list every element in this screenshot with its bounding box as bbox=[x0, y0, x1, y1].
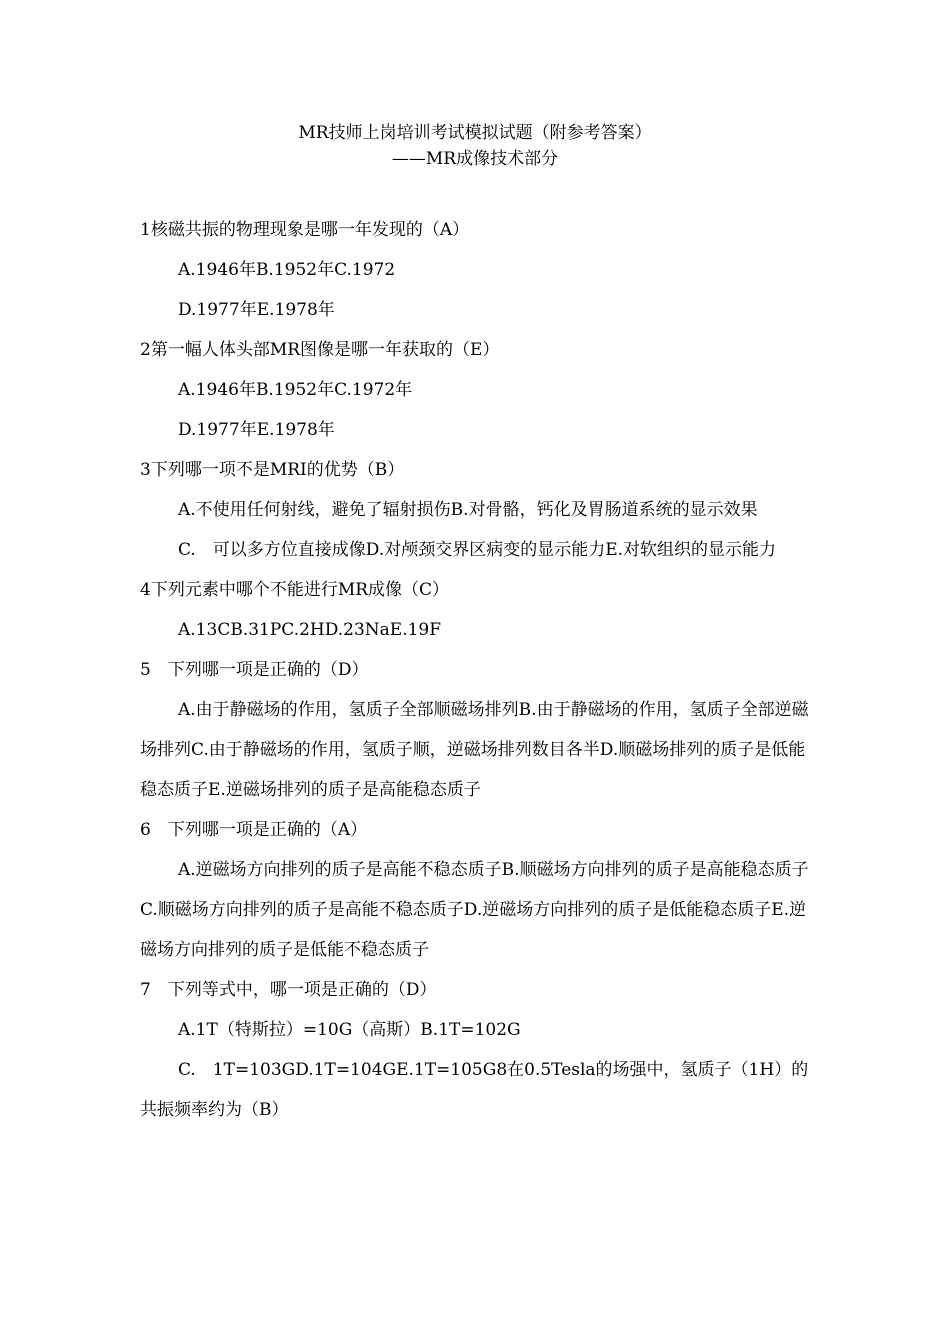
question-3-options-line-1: A.不使用任何射线，避免了辐射损伤B.对骨骼，钙化及胃肠道系统的显示效果 bbox=[178, 500, 758, 520]
title-line-2: ——MR成像技术部分 bbox=[391, 149, 559, 169]
question-4-options-line-1: A.13CB.31PC.2HD.23NaE.19F bbox=[178, 620, 442, 640]
question-6-options-line-1: A.逆磁场方向排列的质子是高能不稳态质子B.顺磁场方向排列的质子是高能稳态质子C.顺磁场方向排列的质子是高能不稳态质子D.逆磁场方向排列的质子是低能稳态质子E.逆磁场方向排列的质子是低能不稳态质子 bbox=[140, 860, 809, 960]
question-7-options-line-2: C. 1T=103GD.1T=104GE.1T=105G8在0.5Tesla的场强中，氢质子（1H）的共振频率约为（B） bbox=[140, 1060, 809, 1120]
question-5-stem: 5 下列哪一项是正确的（D） bbox=[140, 660, 369, 680]
question-2-options-line-2: D.1977年E.1978年 bbox=[178, 420, 335, 440]
question-3-options-line-2: C. 可以多方位直接成像D.对颅颈交界区病变的显示能力E.对软组织的显示能力 bbox=[178, 540, 777, 560]
question-6-stem: 6 下列哪一项是正确的（A） bbox=[140, 820, 368, 840]
question-1-options-line-2: D.1977年E.1978年 bbox=[178, 300, 335, 320]
document-title bbox=[0, 120, 950, 172]
question-2-stem: 2第一幅人体头部MR图像是哪一年获取的（E） bbox=[140, 340, 500, 360]
question-7-stem: 7 下列等式中，哪一项是正确的（D） bbox=[140, 980, 437, 1000]
question-7-options-line-1: A.1T（特斯拉）=10G（高斯）B.1T=102G bbox=[178, 1020, 521, 1040]
title-line-1: MR技师上岗培训考试模拟试题（附参考答案） bbox=[298, 123, 652, 143]
question-list bbox=[140, 210, 812, 1130]
question-3-stem: 3下列哪一项不是MRI的优势（B） bbox=[140, 460, 405, 480]
question-1-options-line-1: A.1946年B.1952年C.1972 bbox=[178, 260, 396, 280]
question-4-stem: 4下列元素中哪个不能进行MR成像（C） bbox=[140, 580, 450, 600]
question-2-options-line-1: A.1946年B.1952年C.1972年 bbox=[178, 380, 413, 400]
question-1-stem: 1核磁共振的物理现象是哪一年发现的（A） bbox=[140, 220, 470, 240]
question-5-options-line-1: A.由于静磁场的作用，氢质子全部顺磁场排列B.由于静磁场的作用，氢质子全部逆磁场排列C.由于静磁场的作用，氢质子顺，逆磁场排列数目各半D.顺磁场排列的质子是低能稳态质子E.逆磁场排列的质子是高能稳态质子 bbox=[140, 700, 809, 800]
